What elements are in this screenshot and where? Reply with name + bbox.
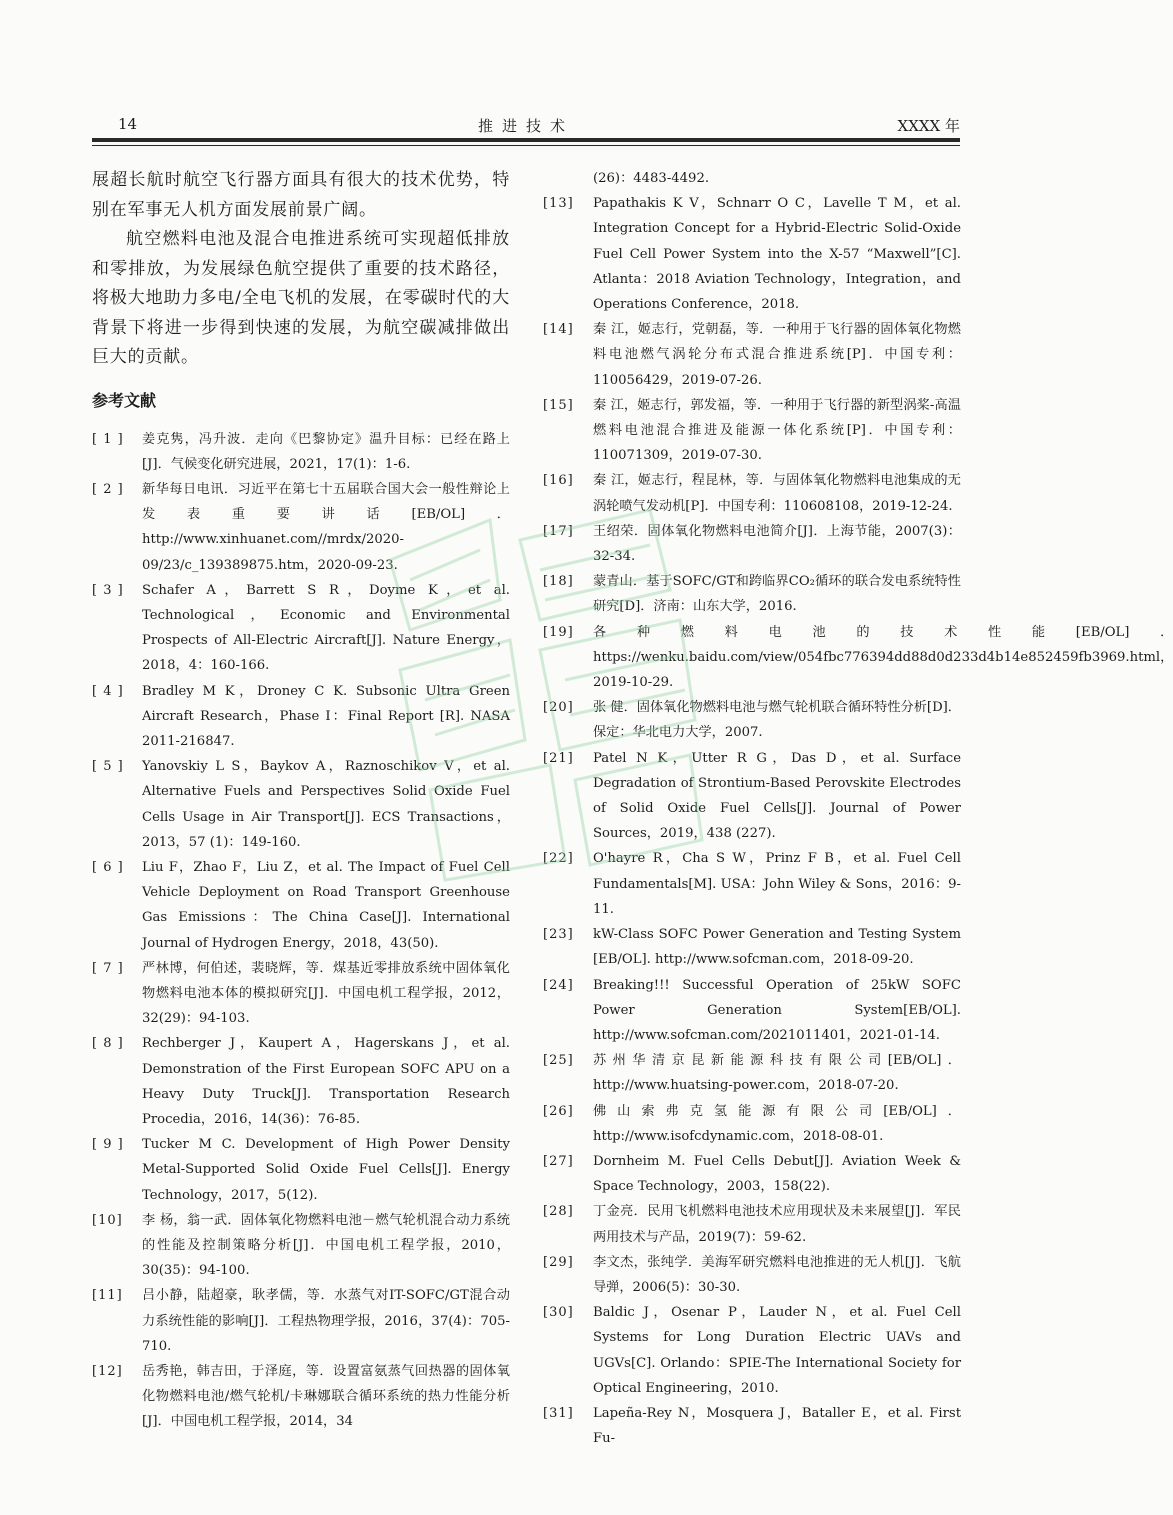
reference-item xyxy=(543,393,961,469)
reference-text: (26)：4483-4492. xyxy=(593,171,710,186)
reference-item xyxy=(92,1132,510,1208)
reference-text: Tucker M C. Development of High Power Density Metal-Supported Solid Oxide Fuel Cells[J]. Energy Technology，2017，5(12). xyxy=(142,1137,510,1203)
reference-text: Schafer A，Barrett S R，Doyme K，et al. Technological，Economic and Environmental Prospects of All-Electric Aircraft[J]. Nature Energy，2018，4：160-166. xyxy=(142,582,510,674)
reference-text: 张 健．固体氧化物燃料电池与燃气轮机联合循环特性分析[D]．保定：华北电力大学，2007. xyxy=(593,700,961,741)
reference-item xyxy=(543,1300,961,1401)
reference-number: [31] xyxy=(543,1405,574,1421)
reference-text: 苏州华清京昆新能源科技有限公司[EB/OL]．http://www.huatsing-power.com，2018-07-20. xyxy=(593,1053,961,1094)
reference-text: kW-Class SOFC Power Generation and Testing System [EB/OL]. http://www.sofcman.com，2018-09-20. xyxy=(593,927,961,968)
reference-text: Lapeña-Rey N，Mosquera J，Bataller E，et al. First Fu- xyxy=(593,1405,961,1447)
reference-text: Breaking!!! Successful Operation of 25kW SOFC Power Generation System[EB/OL]. http://www.sofcman.com/2021011401，2021-01-14. xyxy=(593,977,961,1043)
reference-number xyxy=(543,166,593,191)
reference-text: 新华每日电讯．习近平在第七十五届联合国大会一般性辩论上发表重要讲话[EB/OL]．http://www.xinhuanet.com//mrdx/2020-09/23/c_139389875.htm，2020-09-23. xyxy=(142,481,510,573)
reference-text: 佛山索弗克氢能源有限公司[EB/OL]．http://www.isofcdynamic.com，2018-08-01. xyxy=(593,1103,961,1144)
reference-item xyxy=(92,679,510,755)
reference-text: 秦 江，姬志行，程昆林，等．与固体氧化物燃料电池集成的无涡轮喷气发动机[P]．中国专利：110608108，2019-12-24. xyxy=(593,473,961,514)
reference-number: [ 5 ] xyxy=(92,759,124,775)
reference-item xyxy=(543,973,961,1049)
reference-text: 丁金亮．民用飞机燃料电池技术应用现状及未来展望[J]．军民两用技术与产品，2019(7)：59-62. xyxy=(593,1204,961,1245)
reference-item xyxy=(92,427,510,477)
reference-item xyxy=(543,317,961,393)
reference-text: 李文杰，张纯学．美海军研究燃料电池推进的无人机[J]．飞航导弹，2006(5)：30-30. xyxy=(593,1254,961,1295)
reference-number: [27] xyxy=(543,1153,574,1169)
header-rule-thin xyxy=(92,145,960,146)
reference-number: [28] xyxy=(543,1204,574,1220)
reference-text: Bradley M K，Droney C K. Subsonic Ultra Green Aircraft Research，Phase I：Final Report [R]. NASA 2011-216847. xyxy=(142,683,510,749)
reference-item xyxy=(543,1048,961,1098)
header-rule-thick xyxy=(92,138,960,142)
reference-text: 各种燃料电池的技术性能[EB/OL]．https://wenku.baidu.com/view/054fbc776394dd88d0d233d4b14e852459fb3969.html，2019-10-29. xyxy=(593,624,1173,691)
reference-number: [19] xyxy=(543,624,574,640)
reference-number: [15] xyxy=(543,397,574,413)
reference-number: [14] xyxy=(543,322,574,338)
reference-text: Yanovskiy L S，Baykov A，Raznoschikov V，et al. Alternative Fuels and Perspectives Solid Oxide Fuel Cells Usage in Air Transport[J]. ECS Transactions，2013，57 (1)：149-160. xyxy=(142,759,510,850)
reference-list-left xyxy=(92,427,510,1435)
reference-text: 秦 江，姬志行，党朝磊，等．一种用于飞行器的固体氧化物燃料电池燃气涡轮分布式混合推进系统[P]．中国专利：110056429，2019-07-26. xyxy=(593,322,961,388)
body-paragraph-1: 展超长航时航空飞行器方面具有很大的技术优势，特别在军事无人机方面发展前景广阔。 xyxy=(92,170,510,220)
reference-text: Liu F，Zhao F，Liu Z，et al. The Impact of Fuel Cell Vehicle Deployment on Road Transport Greenhouse Gas Emissions：The China Case[J]. International Journal of Hydrogen Energy，2018，43(50). xyxy=(142,859,510,951)
reference-number: [16] xyxy=(543,473,574,489)
reference-item xyxy=(543,468,961,518)
page-number: 14 xyxy=(118,115,138,133)
reference-item xyxy=(543,695,961,745)
reference-item xyxy=(543,746,961,847)
journal-title: 推进技术 xyxy=(477,117,574,135)
reference-number: [ 7 ] xyxy=(92,960,124,976)
left-column xyxy=(92,166,510,1435)
reference-number: [21] xyxy=(543,750,574,766)
page-header xyxy=(92,113,960,139)
reference-number: [13] xyxy=(543,196,574,212)
reference-number: [11] xyxy=(92,1288,123,1304)
reference-text: 蒙青山．基于SOFC/GT和跨临界CO₂循环的联合发电系统特性研究[D]．济南：山东大学，2016. xyxy=(593,574,961,615)
right-column xyxy=(543,166,1173,1451)
reference-number: [12] xyxy=(92,1364,123,1380)
reference-number: [ 8 ] xyxy=(92,1036,124,1052)
reference-text: 岳秀艳，韩吉田，于泽庭，等．设置富氨蒸气回热器的固体氧化物燃料电池/燃气轮机/卡琳娜联合循环系统的热力性能分析[J]．中国电机工程学报，2014，34 xyxy=(142,1364,510,1430)
reference-text: Rechberger J，Kaupert A，Hagerskans J，et al. Demonstration of the First European SOFC APU on a Heavy Duty Truck[J]. Transportation Research Procedia，2016，14(36)：76-85. xyxy=(142,1036,510,1127)
reference-item xyxy=(543,1401,961,1451)
reference-item xyxy=(92,578,510,679)
reference-number: [ 9 ] xyxy=(92,1137,124,1153)
reference-text: 王绍荣．固体氧化物燃料电池简介[J]．上海节能，2007(3)：32-34. xyxy=(593,523,961,565)
reference-number: [24] xyxy=(543,977,574,993)
reference-item xyxy=(543,1099,961,1149)
reference-number: [17] xyxy=(543,523,574,539)
reference-item xyxy=(92,956,510,1032)
reference-number: [26] xyxy=(543,1103,574,1119)
reference-number: [20] xyxy=(543,700,574,716)
reference-item xyxy=(92,1283,510,1359)
reference-item xyxy=(543,519,961,569)
reference-item xyxy=(543,569,961,619)
reference-number: [10] xyxy=(92,1212,123,1228)
reference-number: [29] xyxy=(543,1254,574,1270)
reference-item xyxy=(543,1149,961,1199)
reference-item xyxy=(92,855,510,956)
reference-item xyxy=(543,1250,961,1300)
reference-list-right xyxy=(543,166,1173,1451)
reference-item xyxy=(543,620,1173,696)
reference-number: [22] xyxy=(543,851,574,867)
reference-number: [ 3 ] xyxy=(92,582,124,598)
reference-number: [18] xyxy=(543,574,574,590)
reference-text: 吕小静，陆超豪，耿孝儒，等．水蒸气对IT-SOFC/GT混合动力系统性能的影响[J]．工程热物理学报，2016，37(4)：705-710. xyxy=(142,1288,510,1354)
reference-item xyxy=(92,1031,510,1132)
reference-item xyxy=(543,922,961,972)
reference-number: [25] xyxy=(543,1053,574,1069)
reference-number: [23] xyxy=(543,927,574,943)
reference-text: Papathakis K V，Schnarr O C，Lavelle T M，et al. Integration Concept for a Hybrid-Electric Solid-Oxide Fuel Cell Power System into the X-57 “Maxwell”[C]. Atlanta：2018 Aviation Technology，Integration，and Operations Conference，2018. xyxy=(593,196,961,313)
references-heading: 参考文献 xyxy=(92,390,157,410)
reference-number: [ 1 ] xyxy=(92,431,124,447)
reference-item xyxy=(92,1208,510,1284)
reference-item xyxy=(92,754,510,855)
reference-text: 严林博，何伯述，裴晓辉，等．煤基近零排放系统中固体氧化物燃料电池本体的模拟研究[J]．中国电机工程学报，2012，32(29)：94-103. xyxy=(142,960,510,1027)
body-paragraph-2: 航空燃料电池及混合电推进系统可实现超低排放和零排放，为发展绿色航空提供了重要的技术路径，将极大地助力多电/全电飞机的发展，在零碳时代的大背景下将进一步得到快速的发展，为航空碳减排做出巨大的贡献。 xyxy=(92,229,510,367)
reference-text: O'hayre R，Cha S W，Prinz F B，et al. Fuel Cell Fundamentals[M]. USA：John Wiley & Sons，2016：9-11. xyxy=(593,851,961,917)
reference-text: Dornheim M. Fuel Cells Debut[J]. Aviation Week & Space Technology，2003，158(22). xyxy=(593,1153,961,1195)
reference-text: 姜克隽，冯升波．走向《巴黎协定》温升目标：已经在路上[J]．气候变化研究进展，2021，17(1)：1-6. xyxy=(142,431,510,472)
reference-text: Baldic J，Osenar P，Lauder N，et al. Fuel Cell Systems for Long Duration Electric UAVs and UGVs[C]. Orlando：SPIE-The International Society for Optical Engineering，2010. xyxy=(593,1305,961,1396)
reference-text: 李 杨，翁一武．固体氧化物燃料电池－燃气轮机混合动力系统的性能及控制策略分析[J]．中国电机工程学报，2010，30(35)：94-100. xyxy=(142,1212,510,1279)
reference-text: 秦 江，姬志行，郭发福，等．一种用于飞行器的新型涡桨-高温燃料电池混合推进及能源一体化系统[P]．中国专利：110071309，2019-07-30. xyxy=(593,397,961,464)
reference-item xyxy=(92,1359,510,1435)
reference-item xyxy=(92,477,510,578)
reference-item xyxy=(543,846,961,922)
reference-number: [ 6 ] xyxy=(92,859,124,875)
reference-number: [ 4 ] xyxy=(92,683,124,699)
reference-item xyxy=(543,1199,961,1249)
reference-item xyxy=(543,166,961,191)
reference-text: Patel N K，Utter R G，Das D，et al. Surface Degradation of Strontium-Based Perovskite Electrodes of Solid Oxide Fuel Cells[J]. Journal of Power Sources，2019，438 (227). xyxy=(593,750,961,842)
header-year: XXXX 年 xyxy=(897,117,960,135)
reference-number: [30] xyxy=(543,1305,574,1321)
reference-item xyxy=(543,191,961,317)
reference-number: [ 2 ] xyxy=(92,481,124,497)
